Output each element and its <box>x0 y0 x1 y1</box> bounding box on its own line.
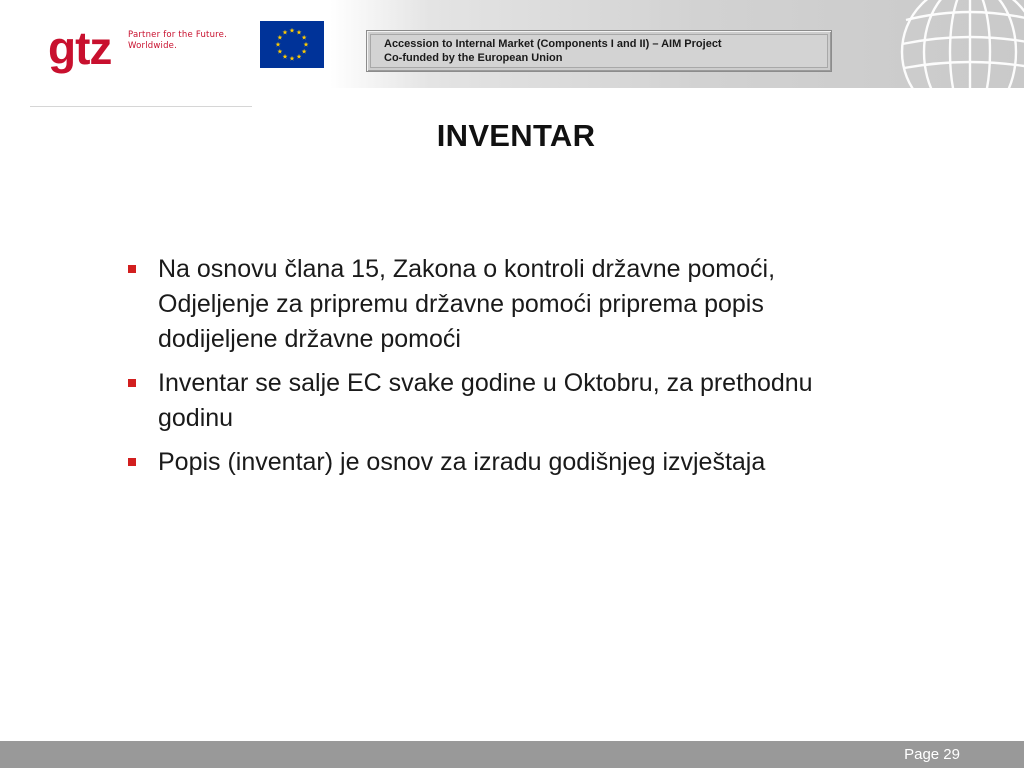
gtz-logo <box>48 26 128 78</box>
svg-text:gtz: gtz <box>48 26 112 74</box>
bullet-text: Na osnovu člana 15, Zakona o kontroli državne pomoći, Odjeljenje za pripremu državne pomoći priprema popis dodijeljene državne pomoći <box>158 255 776 353</box>
bullet-item <box>128 445 888 480</box>
eu-flag-icon <box>260 21 324 68</box>
bullet-list <box>128 252 888 489</box>
slide-title: INVENTAR <box>436 118 596 153</box>
project-title: Accession to Internal Market (Components I and II) – AIM Project <box>384 38 722 50</box>
bullet-square-icon <box>128 458 136 466</box>
project-banner <box>366 30 832 72</box>
bullet-square-icon <box>128 379 136 387</box>
tagline-line-1: Partner for the Future. <box>128 30 228 40</box>
gtz-tagline <box>128 30 238 52</box>
project-funding: Co-funded by the European Union <box>384 52 563 64</box>
footer-band <box>0 741 1024 768</box>
bullet-item <box>128 366 888 436</box>
bullet-square-icon <box>128 265 136 273</box>
header-band <box>0 0 1024 88</box>
bullet-text: Inventar se salje EC svake godine u Oktobru, za prethodnu godinu <box>158 369 813 432</box>
header-divider <box>30 106 252 107</box>
bullet-item <box>128 252 888 357</box>
globe-icon <box>892 0 1024 88</box>
page-number: Page 29 <box>904 746 960 763</box>
bullet-text: Popis (inventar) je osnov za izradu godišnjeg izvještaja <box>158 448 766 476</box>
tagline-line-2: Worldwide. <box>128 41 177 51</box>
